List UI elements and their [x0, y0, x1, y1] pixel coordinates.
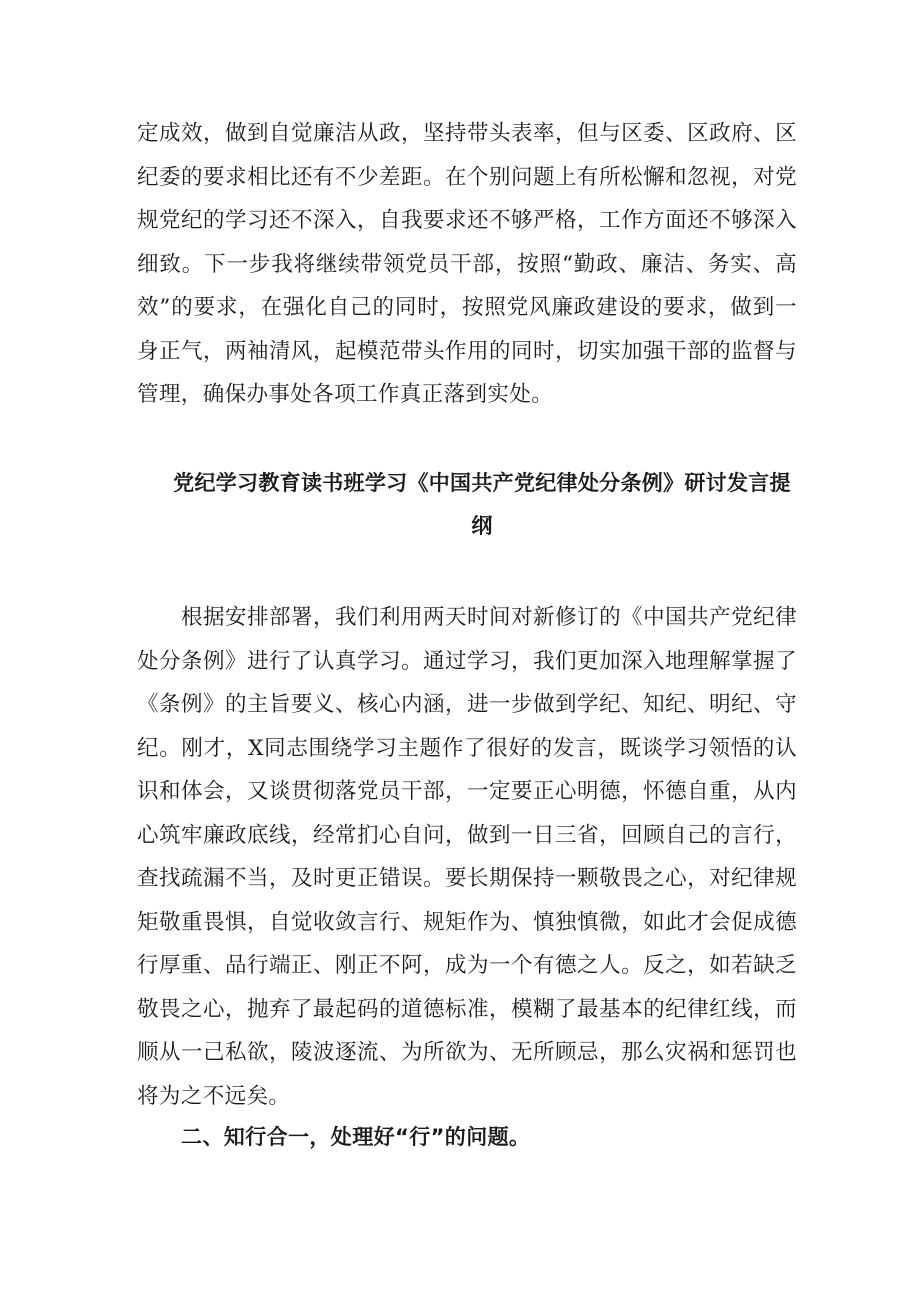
section-heading: 二、知行合一，处理好“行”的问题。 [181, 1125, 531, 1149]
paragraph-continuation: 定成效，做到自觉廉洁从政，坚持带头表率，但与区委、区政府、区纪委的要求相比还有不少差距。在个别问题上有所松懈和忽视，对党规党纪的学习还不深入，自我要求还不够严格，工作方面还不够深入细致。下一步我将继续带领党员干部，按照“勤政、廉洁、务实、高效”的要求，在强化自己的同时，按照党风廉政建设的要求，做到一身正气，两袖清风，起模范带头作用的同时，切实加强干部的监督与管理，确保办事处各项工作真正落到实处。 [137, 121, 797, 407]
document-title: 党纪学习教育读书班学习《中国共产党纪律处分条例》研讨发言提纲 [173, 471, 791, 538]
body-paragraph: 根据安排部署，我们利用两天时间对新修订的《中国共产党纪律处分条例》进行了认真学习。通过学习，我们更加深入地理解掌握了《条例》的主旨要义、核心内涵，进一步做到学纪、知纪、明纪、守纪。刚才，X同志围绕学习主题作了很好的发言，既谈学习领悟的认识和体会，又谈贯彻落党员干部，一定要正心明德，怀德自重，从内心筑牢廉政底线，经常扪心自问，做到一日三省，回顾自己的言行，查找疏漏不当，及时更正错误。要长期保持一颗敬畏之心，对纪律规矩敬重畏惧，自觉收敛言行、规矩作为、慎独慎微，如此才会促成德行厚重、品行端正、刚正不阿，成为一个有德之人。反之，如若缺乏敬畏之心，抛弃了最起码的道德标准，模糊了最基本的纪律红线，而顺从一己私欲，陵波逐流、为所欲为、无所顾忌，那么灾祸和惩罚也将为之不远矣。 [137, 605, 797, 1109]
